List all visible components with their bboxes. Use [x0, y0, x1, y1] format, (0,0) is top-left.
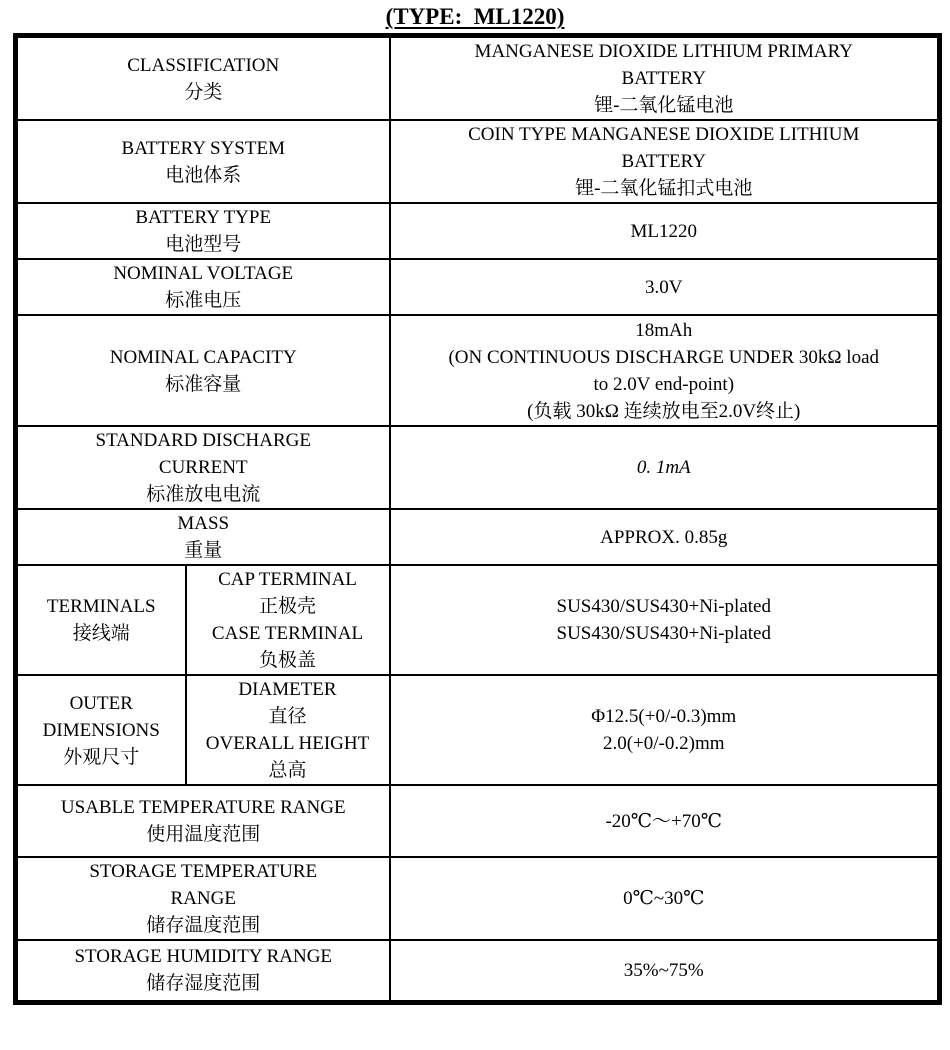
spec-table — [13, 33, 942, 1005]
value-line: BATTERY — [621, 68, 706, 89]
spec-label-cell — [16, 565, 186, 675]
label-line-zh: 标准电压 — [165, 290, 242, 311]
sublabel-line-zh: 正极壳 — [258, 596, 316, 617]
spec-value-cell — [390, 259, 940, 315]
value-line: 35%~75% — [623, 959, 704, 981]
value-line: 18mAh — [635, 319, 693, 341]
spec-label-cell — [16, 509, 390, 565]
value-line-zh: (负载 30kΩ 连续放电至2.0V终止) — [527, 400, 801, 422]
table-row-outer-dimensions — [16, 675, 940, 785]
value-line: MANGANESE DIOXIDE LITHIUM PRIMARY — [474, 41, 853, 62]
label-line-en: CLASSIFICATION — [127, 54, 280, 76]
spec-label-cell — [16, 315, 390, 426]
value-line: BATTERY — [621, 151, 706, 172]
spec-label-cell — [16, 940, 390, 1002]
label-line-en: OUTER — [69, 692, 133, 714]
value-line: 2.0(+0/-0.2)mm — [602, 733, 725, 754]
value-line: 0. 1mA — [636, 457, 691, 478]
value-line: 3.0V — [645, 276, 683, 298]
value-line: ML1220 — [630, 220, 697, 242]
label-line-en: STORAGE HUMIDITY RANGE — [74, 946, 333, 968]
label-line-zh: 使用温度范围 — [146, 824, 261, 845]
sublabel-line-en: CAP TERMINAL — [218, 569, 357, 590]
sublabel-line-en: CASE TERMINAL — [211, 623, 364, 644]
table-row-nominal-capacity — [16, 315, 940, 426]
page-title — [0, 0, 950, 33]
label-line-en: NOMINAL CAPACITY — [109, 346, 297, 368]
value-line: SUS430/SUS430+Ni-plated — [556, 596, 771, 617]
spec-value-cell — [390, 120, 940, 203]
spec-value-cell — [390, 675, 940, 785]
label-line-zh: 标准容量 — [165, 373, 242, 395]
label-line-zh: 电池体系 — [165, 164, 242, 186]
sublabel-line-en: OVERALL HEIGHT — [205, 733, 370, 754]
spec-label-cell — [16, 857, 390, 940]
spec-value-cell — [390, 565, 940, 675]
table-row-standard-discharge-current — [16, 426, 940, 509]
label-line-zh: 分类 — [184, 81, 223, 103]
sublabel-line-en: DIAMETER — [238, 679, 337, 700]
value-line: SUS430/SUS430+Ni-plated — [556, 623, 771, 644]
spec-label-cell — [16, 120, 390, 203]
spec-label-cell — [16, 785, 390, 857]
spec-sublabel-cell — [186, 675, 390, 785]
spec-value-cell — [390, 785, 940, 857]
value-line: -20℃～+70℃ — [605, 810, 723, 832]
value-line: (ON CONTINUOUS DISCHARGE UNDER 30kΩ load — [448, 346, 880, 368]
label-line-en: MASS — [177, 513, 230, 534]
value-line: 0℃~30℃ — [623, 888, 705, 909]
label-line-zh: 接线端 — [72, 623, 130, 644]
label-line-zh: 电池型号 — [165, 234, 242, 255]
table-row-storage-temperature-range — [16, 857, 940, 940]
label-line-en: BATTERY TYPE — [135, 207, 272, 228]
spec-value-cell — [390, 315, 940, 426]
spec-label-cell — [16, 675, 186, 785]
label-line-en: DIMENSIONS — [42, 719, 160, 741]
label-line-en: BATTERY SYSTEM — [121, 137, 285, 159]
table-row-terminals — [16, 565, 940, 675]
label-line-en: STORAGE TEMPERATURE — [89, 861, 318, 882]
spec-sublabel-cell — [186, 565, 390, 675]
page-title-text: (TYPE: ML1220) — [385, 4, 565, 29]
label-line-zh: 外观尺寸 — [63, 746, 140, 768]
spec-value-cell — [390, 203, 940, 259]
label-line-en: NOMINAL VOLTAGE — [113, 263, 294, 284]
value-line-zh: 锂-二氧化锰扣式电池 — [575, 178, 753, 199]
spec-label-cell — [16, 36, 390, 121]
spec-value-cell — [390, 509, 940, 565]
label-line-zh: 储存湿度范围 — [146, 973, 261, 995]
label-line-en: TERMINALS — [46, 596, 156, 617]
value-line: COIN TYPE MANGANESE DIOXIDE LITHIUM — [468, 124, 860, 145]
table-row-battery-system — [16, 120, 940, 203]
spec-value-cell — [390, 426, 940, 509]
table-row-classification — [16, 36, 940, 121]
sublabel-line-zh: 总高 — [268, 760, 307, 781]
label-line-zh: 重量 — [184, 540, 223, 561]
value-line: APPROX. 0.85g — [600, 526, 728, 548]
sublabel-line-zh: 负极盖 — [258, 650, 316, 671]
spec-value-cell — [390, 940, 940, 1002]
label-line-en: USABLE TEMPERATURE RANGE — [60, 797, 346, 818]
value-line-zh: 锂-二氧化锰电池 — [594, 95, 734, 116]
table-row-usable-temperature-range — [16, 785, 940, 857]
spec-label-cell — [16, 203, 390, 259]
table-row-battery-type — [16, 203, 940, 259]
label-line-zh: 储存温度范围 — [146, 915, 261, 936]
spec-value-cell — [390, 857, 940, 940]
label-line-en: STANDARD DISCHARGE — [95, 430, 311, 451]
table-row-nominal-voltage — [16, 259, 940, 315]
label-line-en: RANGE — [170, 888, 236, 909]
spec-label-cell — [16, 259, 390, 315]
spec-label-cell — [16, 426, 390, 509]
table-row-mass — [16, 509, 940, 565]
value-line: to 2.0V end-point) — [593, 373, 735, 395]
label-line-zh: 标准放电电流 — [146, 484, 261, 505]
label-line-en: CURRENT — [158, 457, 248, 478]
spec-value-cell — [390, 36, 940, 121]
table-row-storage-humidity-range — [16, 940, 940, 1002]
value-line: Φ12.5(+0/-0.3)mm — [591, 706, 737, 727]
sublabel-line-zh: 直径 — [268, 706, 307, 727]
